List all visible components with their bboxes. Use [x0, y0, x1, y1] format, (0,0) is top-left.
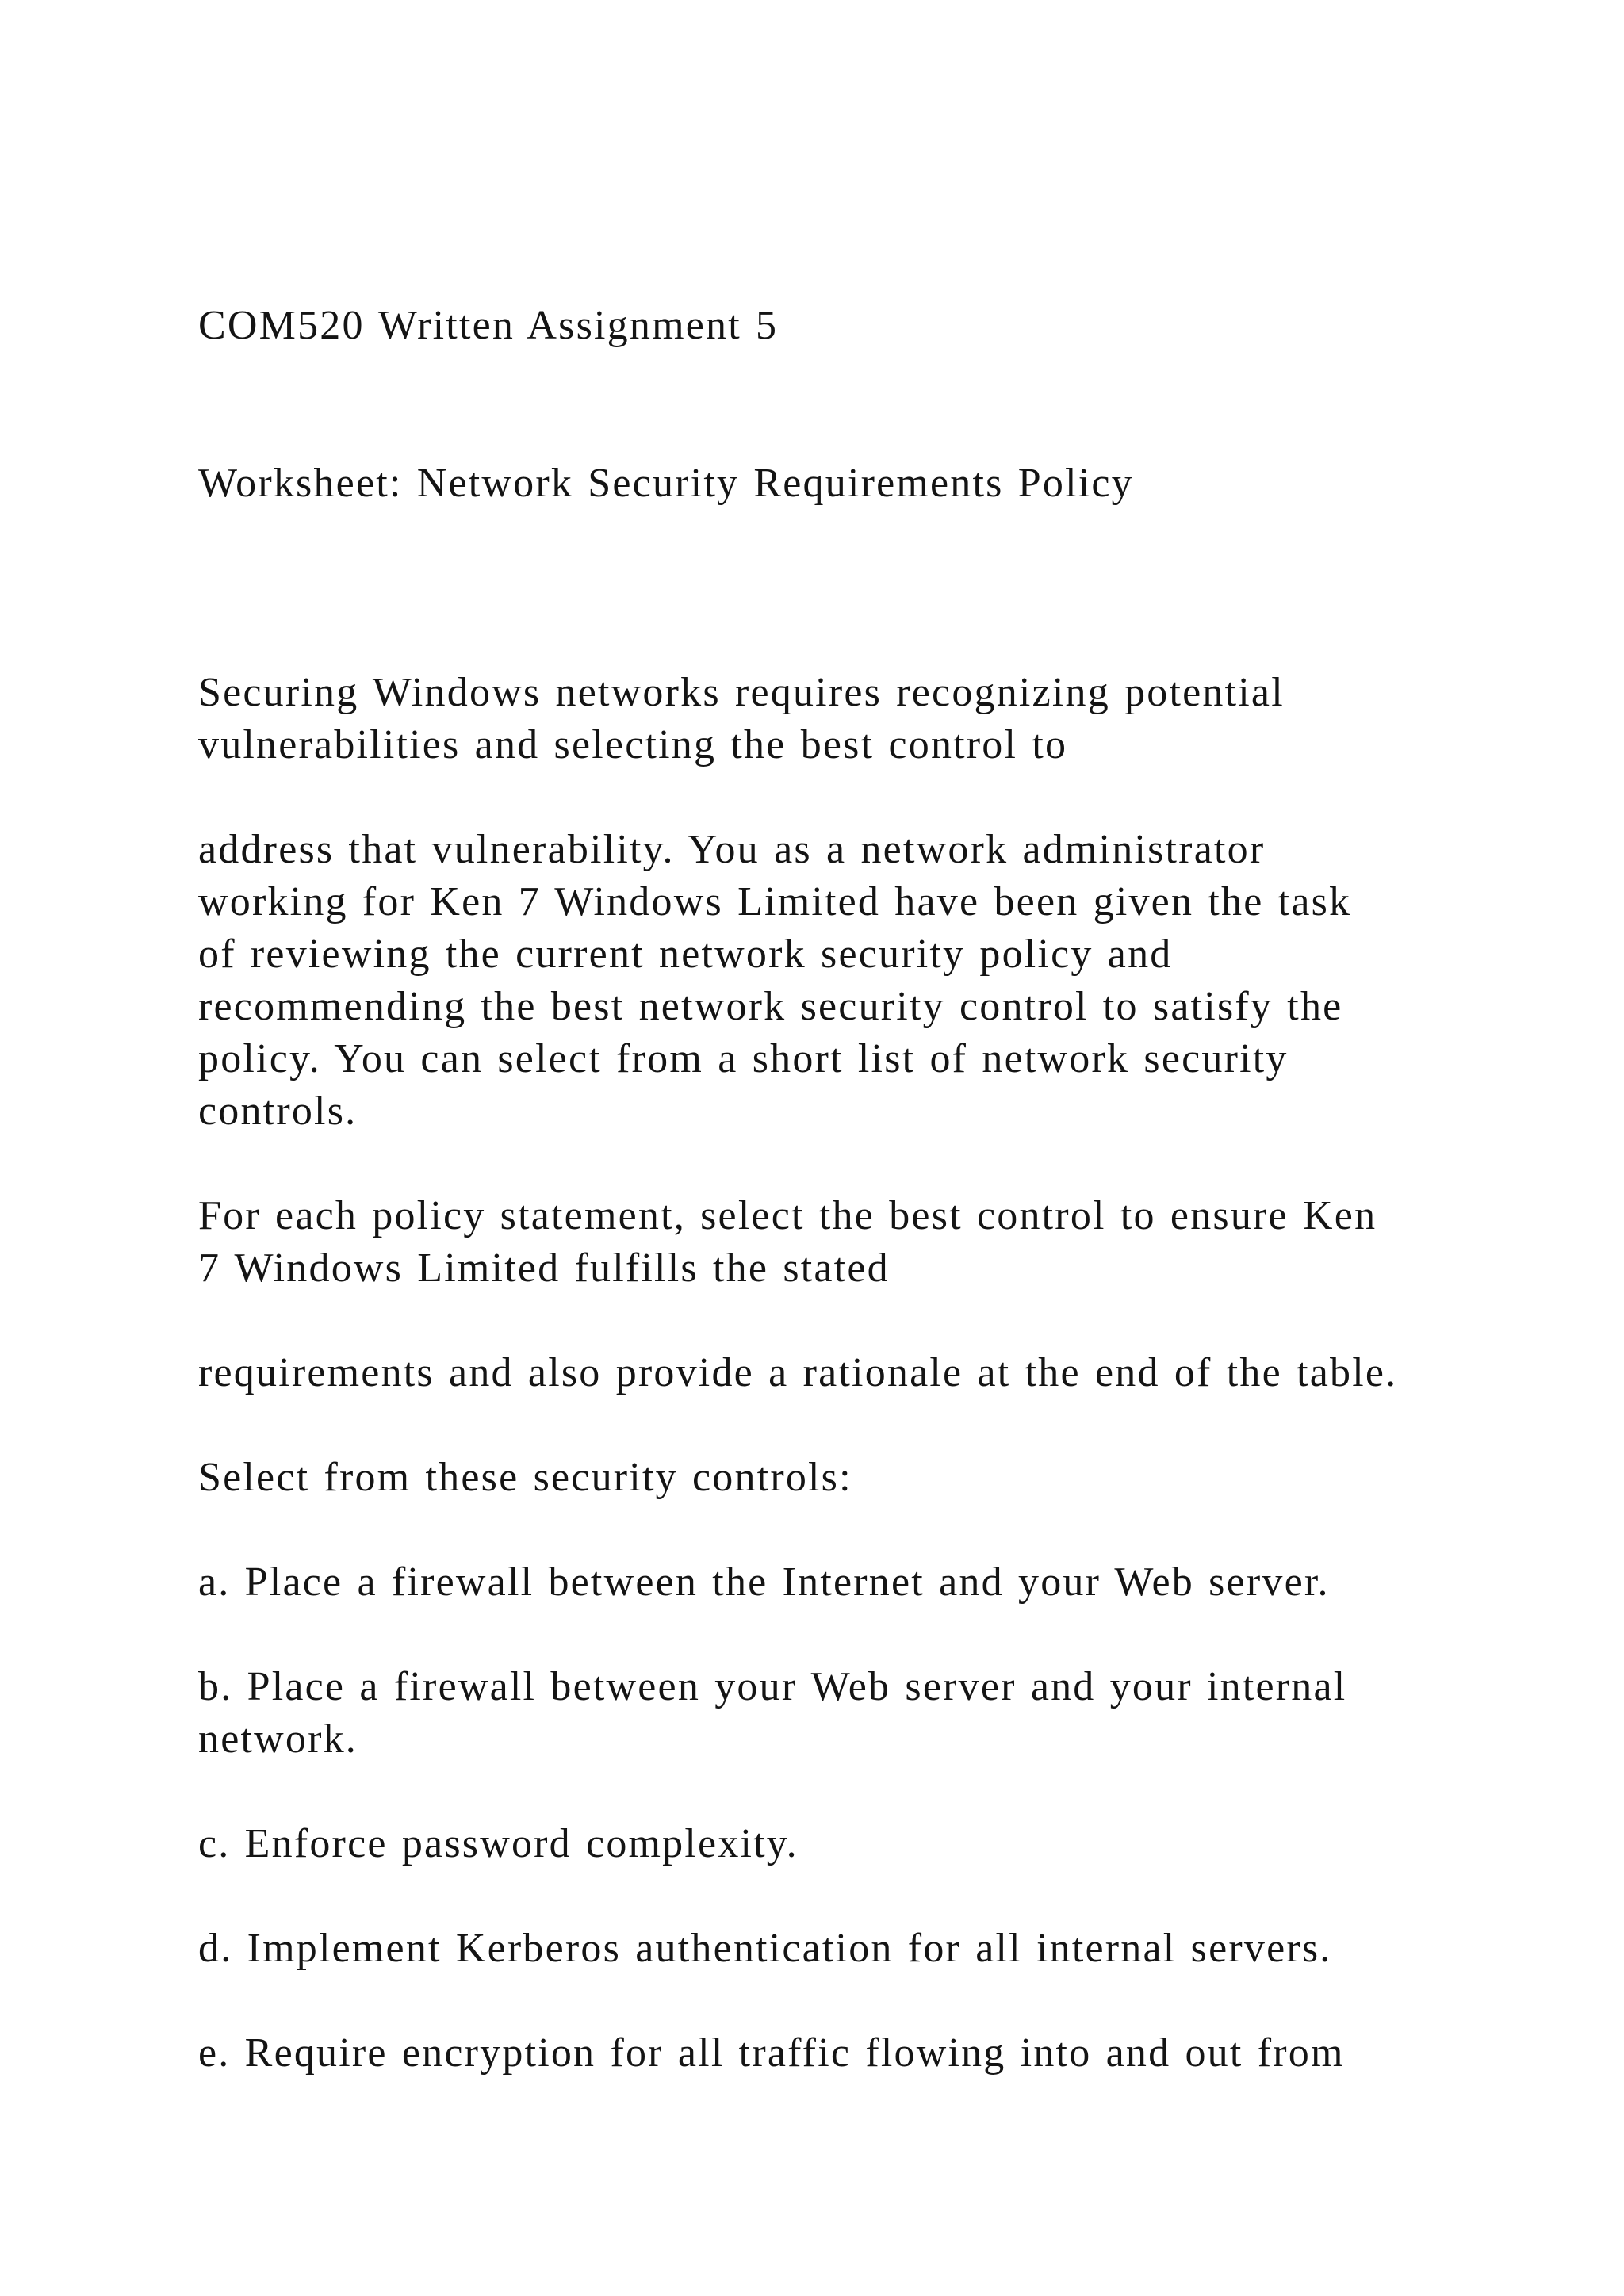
paragraph-2-line-4: recommending the best network security control to satisfy the [198, 984, 1343, 1029]
paragraph-3-line-1: For each policy statement, select the best control to ensure Ken [198, 1193, 1377, 1238]
document-subtitle: Worksheet: Network Security Requirements Policy [198, 461, 1134, 506]
control-e: e. Require encryption for all traffic flowing into and out from [198, 2030, 1345, 2076]
paragraph-1-line-1: Securing Windows networks requires recognizing potential [198, 670, 1285, 715]
control-d: d. Implement Kerberos authentication for all internal servers. [198, 1926, 1332, 1971]
control-c: c. Enforce password complexity. [198, 1821, 799, 1866]
controls-intro: Select from these security controls: [198, 1455, 852, 1500]
paragraph-2-line-1: address that vulnerability. You as a network administrator [198, 827, 1266, 872]
paragraph-3-line-2: 7 Windows Limited fulfills the stated [198, 1246, 890, 1291]
control-b-line-1: b. Place a firewall between your Web server and your internal [198, 1664, 1347, 1709]
paragraph-2-line-5: policy. You can select from a short list of network security [198, 1036, 1289, 1081]
document-title: COM520 Written Assignment 5 [198, 303, 779, 348]
paragraph-1-line-2: vulnerabilities and selecting the best control to [198, 722, 1068, 767]
control-b-line-2: network. [198, 1716, 358, 1762]
paragraph-4-line-1: requirements and also provide a rationale at the end of the table. [198, 1350, 1398, 1395]
paragraph-2-line-3: of reviewing the current network security policy and [198, 932, 1173, 977]
paragraph-2-line-6: controls. [198, 1089, 358, 1134]
paragraph-2-line-2: working for Ken 7 Windows Limited have been given the task [198, 879, 1352, 924]
control-a: a. Place a firewall between the Internet and your Web server. [198, 1559, 1330, 1605]
